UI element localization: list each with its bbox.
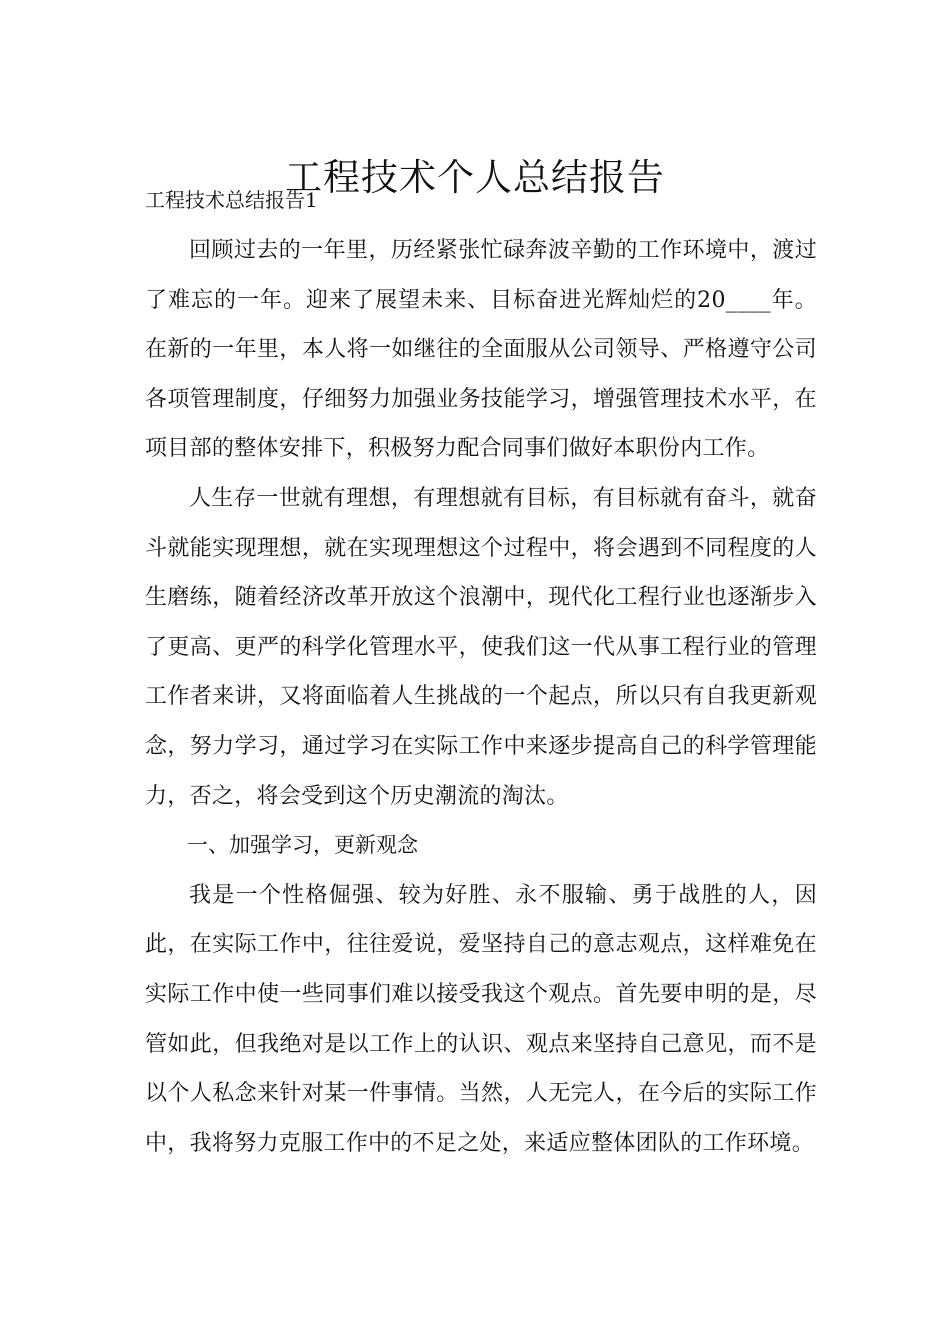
- section-heading-study: 一、加强学习，更新观念: [187, 833, 418, 858]
- section-subtitle: 工程技术总结报告1: [145, 188, 318, 212]
- paragraph-review: 回顾过去的一年里，历经紧张忙碌奔波辛勤的工作环境中，渡过了难忘的一年。迎来了展望未来、目标奋进光辉灿烂的20____年。在新的一年里，本人将一如继往的全面服从公司领导、严格遵守公司各项管理制度，仔细努力加强业务技能学习，增强管理技术水平，在项目部的整体安排下，积极努力配合同事们做好本职份内工作。: [145, 238, 817, 462]
- document-title: 工程技术个人总结报告: [285, 155, 665, 199]
- paragraph-personality: 我是一个性格倔强、较为好胜、永不服输、勇于战胜的人，因此，在实际工作中，往往爱说，爱坚持自己的意志观点，这样难免在实际工作中使一些同事们难以接受我这个观点。首先要申明的是，尽管如此，但我绝对是以工作上的认识、观点来坚持自己意见，而不是以个人私念来针对某一件事情。当然，人无完人，在今后的实际工作中，我将努力克服工作中的不足之处，来适应整体团队的工作环境。: [145, 882, 817, 1156]
- document-body: [145, 226, 817, 1168]
- paragraph-ideals: 人生存一世就有理想，有理想就有目标，有目标就有奋斗，就奋斗就能实现理想，就在实现理想这个过程中，将会遇到不同程度的人生磨练，随着经济改革开放这个浪潮中，现代化工程行业也逐渐步入了更高、更严的科学化管理水平，使我们这一代从事工程行业的管理工作者来讲，又将面临着人生挑战的一个起点，所以只有自我更新观念，努力学习，通过学习在实际工作中来逐步提高自己的科学管理能力，否之，将会受到这个历史潮流的淘汰。: [145, 485, 817, 809]
